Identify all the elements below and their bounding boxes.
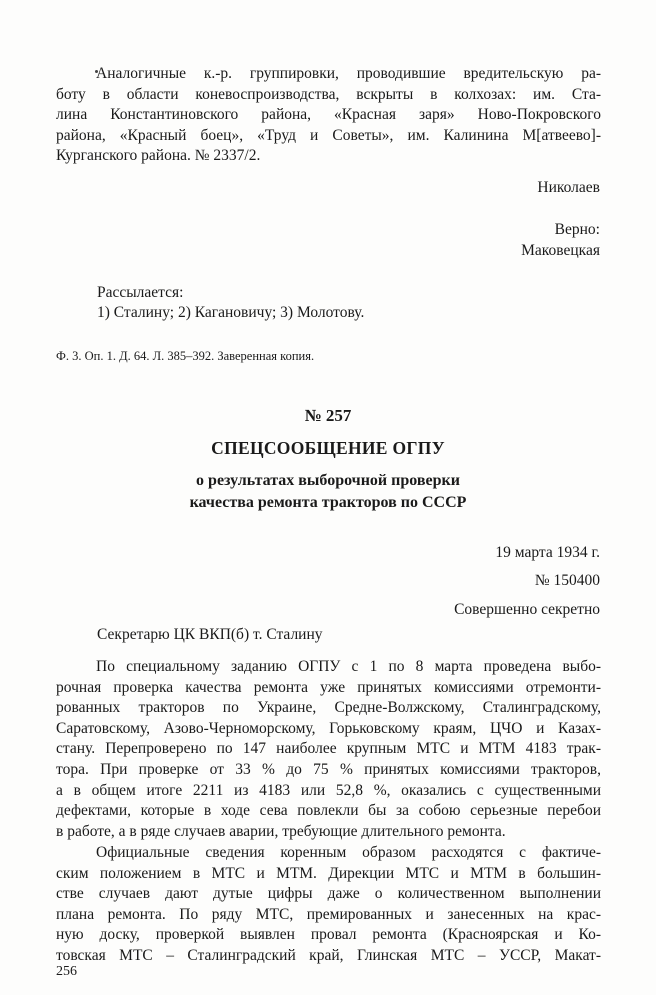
text-line: Аналогичные к.-р. группировки, проводившие вредительскую ра-	[96, 65, 601, 82]
document-date: 19 марта 1934 г.	[495, 544, 600, 561]
archive-reference: Ф. 3. Оп. 1. Д. 64. Л. 385–392. Заверенная копия.	[56, 349, 315, 363]
distribution-label: Рассылается:	[97, 284, 184, 301]
classification-stamp: Совершенно секретно	[454, 601, 600, 618]
previous-document-paragraph	[56, 64, 601, 167]
text-line: Саратовскому, Азово-Черноморскому, Горьковскому краям, ЦЧО и Казах-	[56, 719, 601, 737]
text-line: тора. При проверке от 33 % до 75 % принятых комиссиями тракторов,	[56, 760, 601, 778]
text-line: плана ремонта. По ряду МТС, премированных и занесенных на крас-	[56, 905, 601, 923]
document-subtitle-line: о результатах выборочной проверки	[196, 472, 460, 489]
certified-label: Верно:	[554, 221, 600, 238]
text-line: боту в области коневоспроизводства, вскрыты в колхозах: им. Ста-	[56, 85, 601, 103]
text-line: ским положением в МТС и МТМ. Дирекции МТС и МТМ в большин-	[56, 864, 601, 882]
document-reg-number: № 150400	[534, 572, 600, 589]
text-line: ную доску, проверкой выявлен провал ремонта (Красноярская и Ко-	[56, 926, 601, 944]
document-subtitle-line: качества ремонта тракторов по СССР	[189, 494, 467, 511]
text-line: товская МТС – Сталинградский край, Глинская МТС – УССР, Макат-	[56, 946, 601, 964]
text-line: рочная проверка качества ремонта уже принятых комиссиями отремонти-	[56, 678, 601, 696]
text-line: Официальные сведения коренным образом расходятся с фактиче-	[96, 844, 601, 861]
text-line: стве случаев дают дутые цифры даже о количественном выполнении	[56, 885, 601, 903]
text-line: района, «Красный боец», «Труд и Советы», им. Калинина М[атвеево]-	[56, 126, 601, 144]
text-line: рованных тракторов по Украине, Средне-Волжскому, Сталинградскому,	[56, 699, 601, 717]
document-number: № 257	[304, 406, 352, 425]
signature: Николаев	[537, 179, 600, 196]
text-line: Курганского района. № 2337/2.	[56, 147, 261, 165]
addressee: Секретарю ЦК ВКП(б) т. Сталину	[97, 626, 323, 643]
page-number: 256	[56, 964, 77, 979]
distribution-list: 1) Сталину; 2) Кагановичу; 3) Молотову.	[97, 304, 365, 321]
text-line: стану. Перепроверено по 147 наиболее крупным МТС и МТМ 4183 трак-	[56, 740, 601, 758]
certified-by: Маковецкая	[521, 242, 600, 259]
text-line: а в общем итоге 2211 из 4183 или 52,8 %, оказались с существенными	[56, 781, 601, 799]
body-paragraph-2	[56, 843, 601, 967]
text-line: По специальному заданию ОГПУ с 1 по 8 марта проведена выбо-	[96, 658, 601, 675]
text-line: дефектами, которые в ходе сева повлекли бы за собою серьезные перебои	[56, 802, 601, 820]
body-paragraph-1	[56, 657, 601, 842]
text-line: лина Константиновского района, «Красная заря» Ново-Покровского	[56, 106, 601, 124]
text-line: в работе, а в ряде случаев аварии, требующие длительного ремонта.	[56, 822, 506, 840]
document-title: СПЕЦСООБЩЕНИЕ ОГПУ	[211, 438, 445, 458]
